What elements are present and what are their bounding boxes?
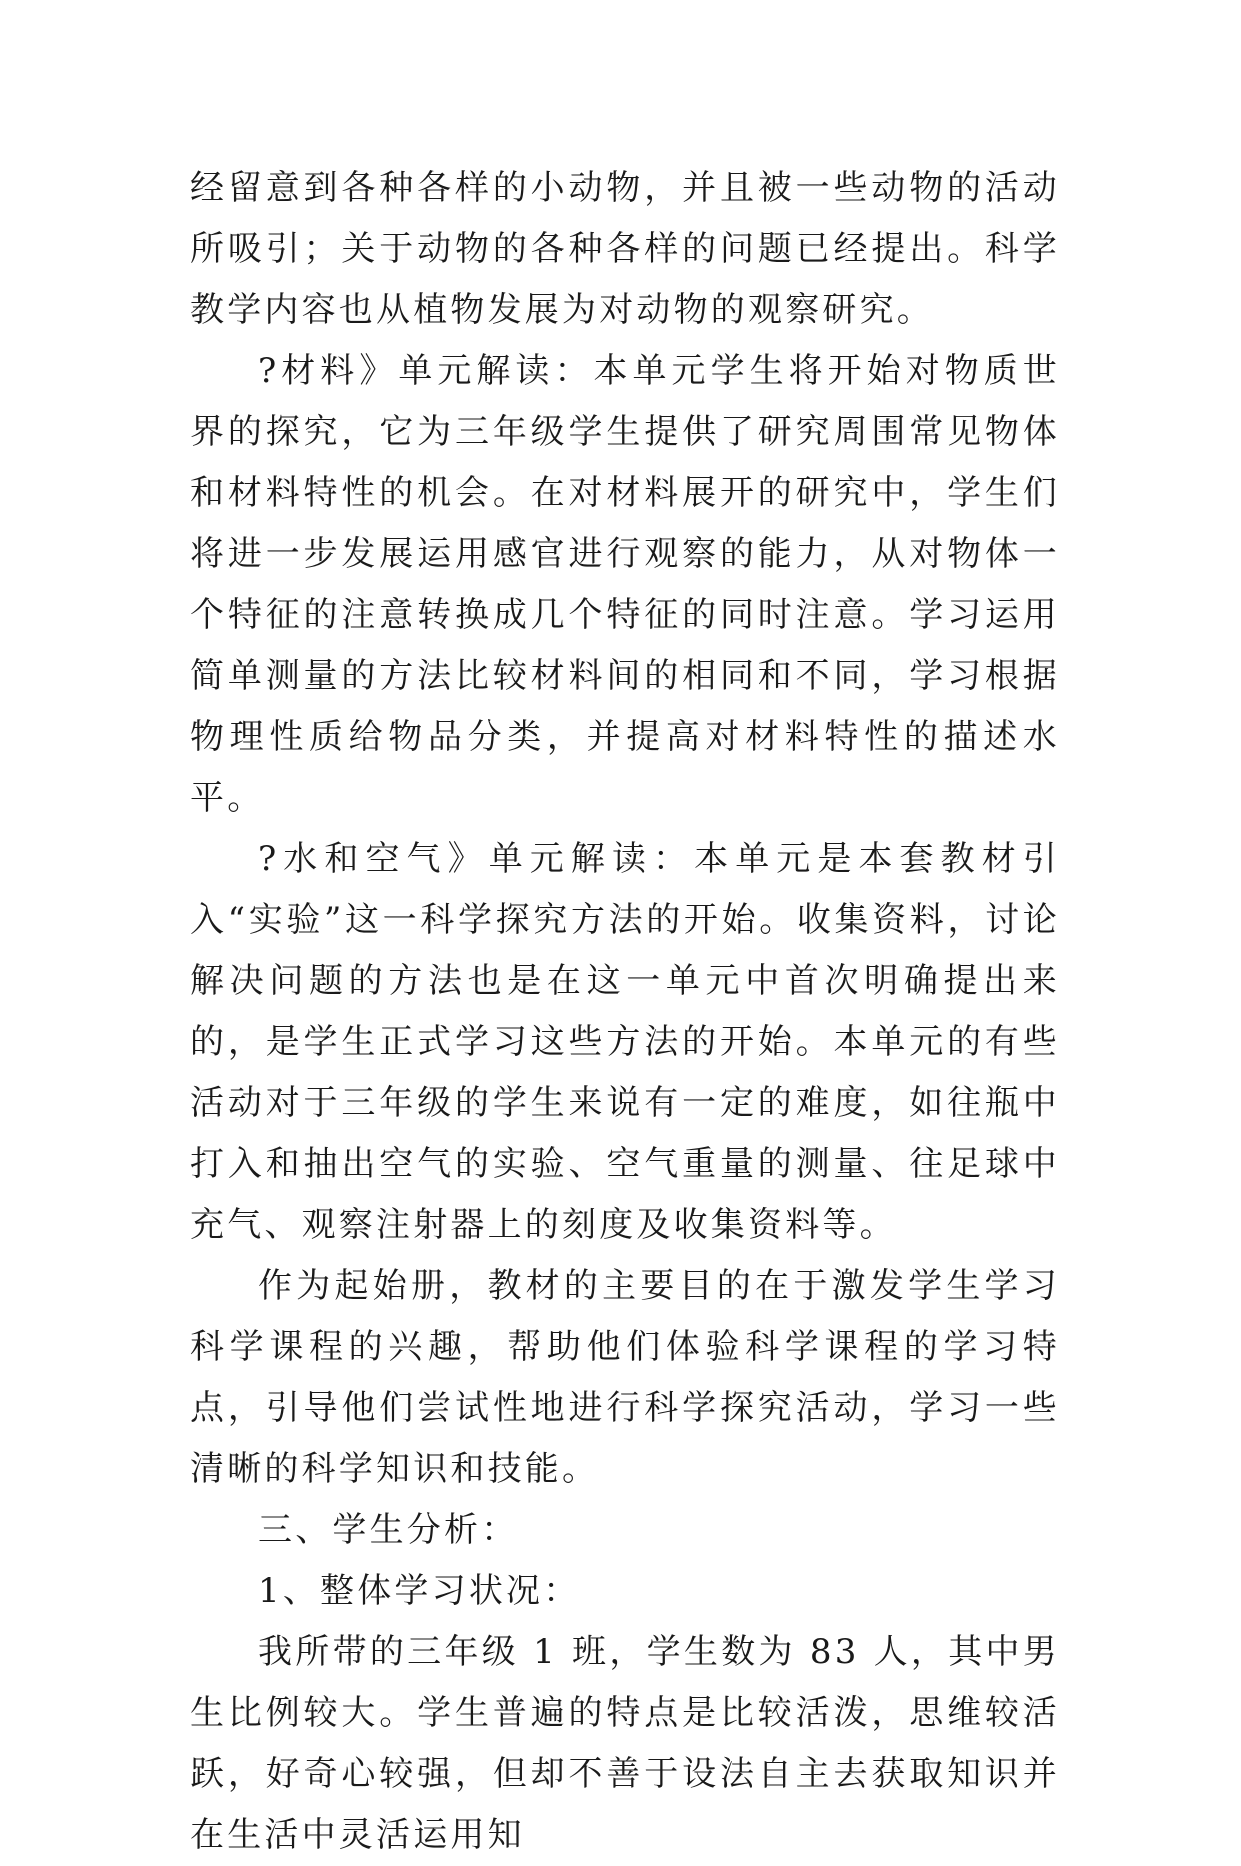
document-body xyxy=(190,158,1060,1866)
subheading-overall-learning: 1、整体学习状况： xyxy=(258,1571,581,1611)
paragraph-materials-unit: ?材料》单元解读：本单元学生将开始对物质世界的探究，它为三年级学生提供了研究周围常见物体和材料特性的机会。在对材料展开的研究中，学生们将进一步发展运用感官进行观察的能力，从对物体一个特征的注意转换成几个特征的同时注意。学习运用简单测量的方法比较材料间的相同和不同，学习根据物理性质给物品分类，并提高对材料特性的描述水平。 xyxy=(190,351,1060,818)
paragraph-water-air-unit: ?水和空气》单元解读：本单元是本套教材引入“实验”这一科学探究方法的开始。收集资料，讨论解决问题的方法也是在这一单元中首次明确提出来的，是学生正式学习这些方法的开始。本单元的有些活动对于三年级的学生来说有一定的难度，如往瓶中打入和抽出空气的实验、空气重量的测量、往足球中充气、观察注射器上的刻度及收集资料等。 xyxy=(190,839,1060,1245)
paragraph-class-description: 我所带的三年级 1 班，学生数为 83 人，其中男生比例较大。学生普遍的特点是比较活泼，思维较活跃，好奇心较强，但却不善于设法自主去获取知识并在生活中灵活运用知 xyxy=(190,1632,1060,1855)
section-heading-student-analysis: 三、学生分析： xyxy=(258,1510,519,1550)
paragraph-textbook-purpose: 作为起始册，教材的主要目的在于激发学生学习科学课程的兴趣，帮助他们体验科学课程的学习特点，引导他们尝试性地进行科学探究活动，学习一些清晰的科学知识和技能。 xyxy=(190,1266,1060,1489)
paragraph-intro-continuation: 经留意到各种各样的小动物，并且被一些动物的活动所吸引；关于动物的各种各样的问题已经提出。科学教学内容也从植物发展为对动物的观察研究。 xyxy=(190,168,1060,330)
